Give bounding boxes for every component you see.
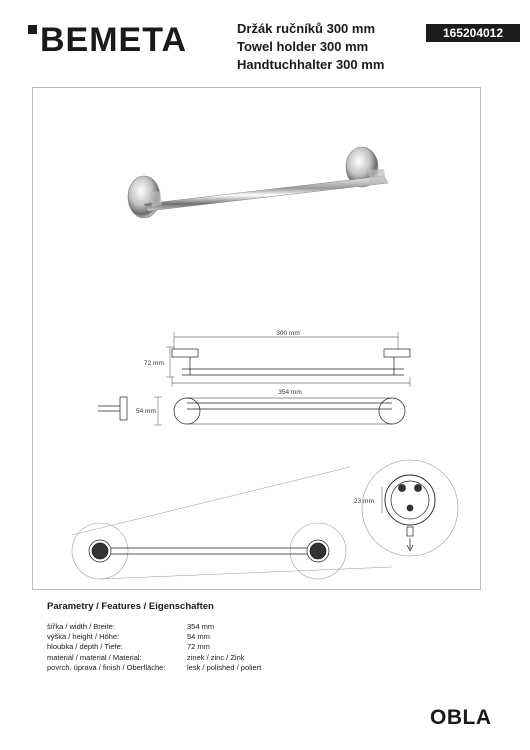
bemeta-logo	[28, 20, 212, 54]
title-line-de: Handtuchhalter 300 mm	[237, 57, 385, 72]
bottom-view-drawing	[72, 460, 458, 579]
param-value: zinek / zinc / Zink	[187, 652, 245, 662]
title-line-cz: Držák ručníků 300 mm	[237, 21, 376, 36]
param-value: lesk / polished / poliert	[187, 662, 262, 672]
dim-length-top: 300 mm	[276, 330, 300, 337]
param-row	[47, 663, 261, 673]
brand-name: BEMETA	[40, 21, 188, 54]
dim-depth-left: 54 mm	[136, 408, 156, 415]
param-label: povrch. úprava / finish / Oberfläche:	[47, 662, 166, 672]
series-name: OBLA	[430, 706, 492, 729]
param-row	[47, 622, 261, 632]
param-row	[47, 632, 261, 642]
dim-detail: 23 mm	[354, 498, 374, 505]
product-title	[237, 20, 384, 74]
dim-height-left: 72 mm	[144, 360, 164, 367]
param-row	[47, 642, 261, 652]
param-value: 354 mm	[187, 622, 215, 631]
parameters-table	[47, 622, 261, 673]
dim-length-total: 354 mm	[278, 389, 302, 396]
param-label: hloubka / depth / Tiefe:	[47, 642, 123, 652]
front-view-drawing	[166, 332, 410, 387]
param-value: 72 mm	[187, 642, 210, 652]
param-value: 54 mm	[187, 632, 210, 642]
title-line-en: Towel holder 300 mm	[237, 39, 369, 54]
parameters-heading: Parametry / Features / Eigenschaften	[47, 601, 214, 612]
product-code-badge: 165204012	[426, 24, 520, 42]
param-label: šířka / width / Breite:	[47, 622, 115, 631]
param-row	[47, 653, 261, 663]
technical-drawing	[32, 87, 481, 590]
product-photo	[128, 147, 388, 218]
param-label: materiál / material / Material:	[47, 652, 142, 662]
param-label: výška / height / Höhe:	[47, 632, 120, 642]
